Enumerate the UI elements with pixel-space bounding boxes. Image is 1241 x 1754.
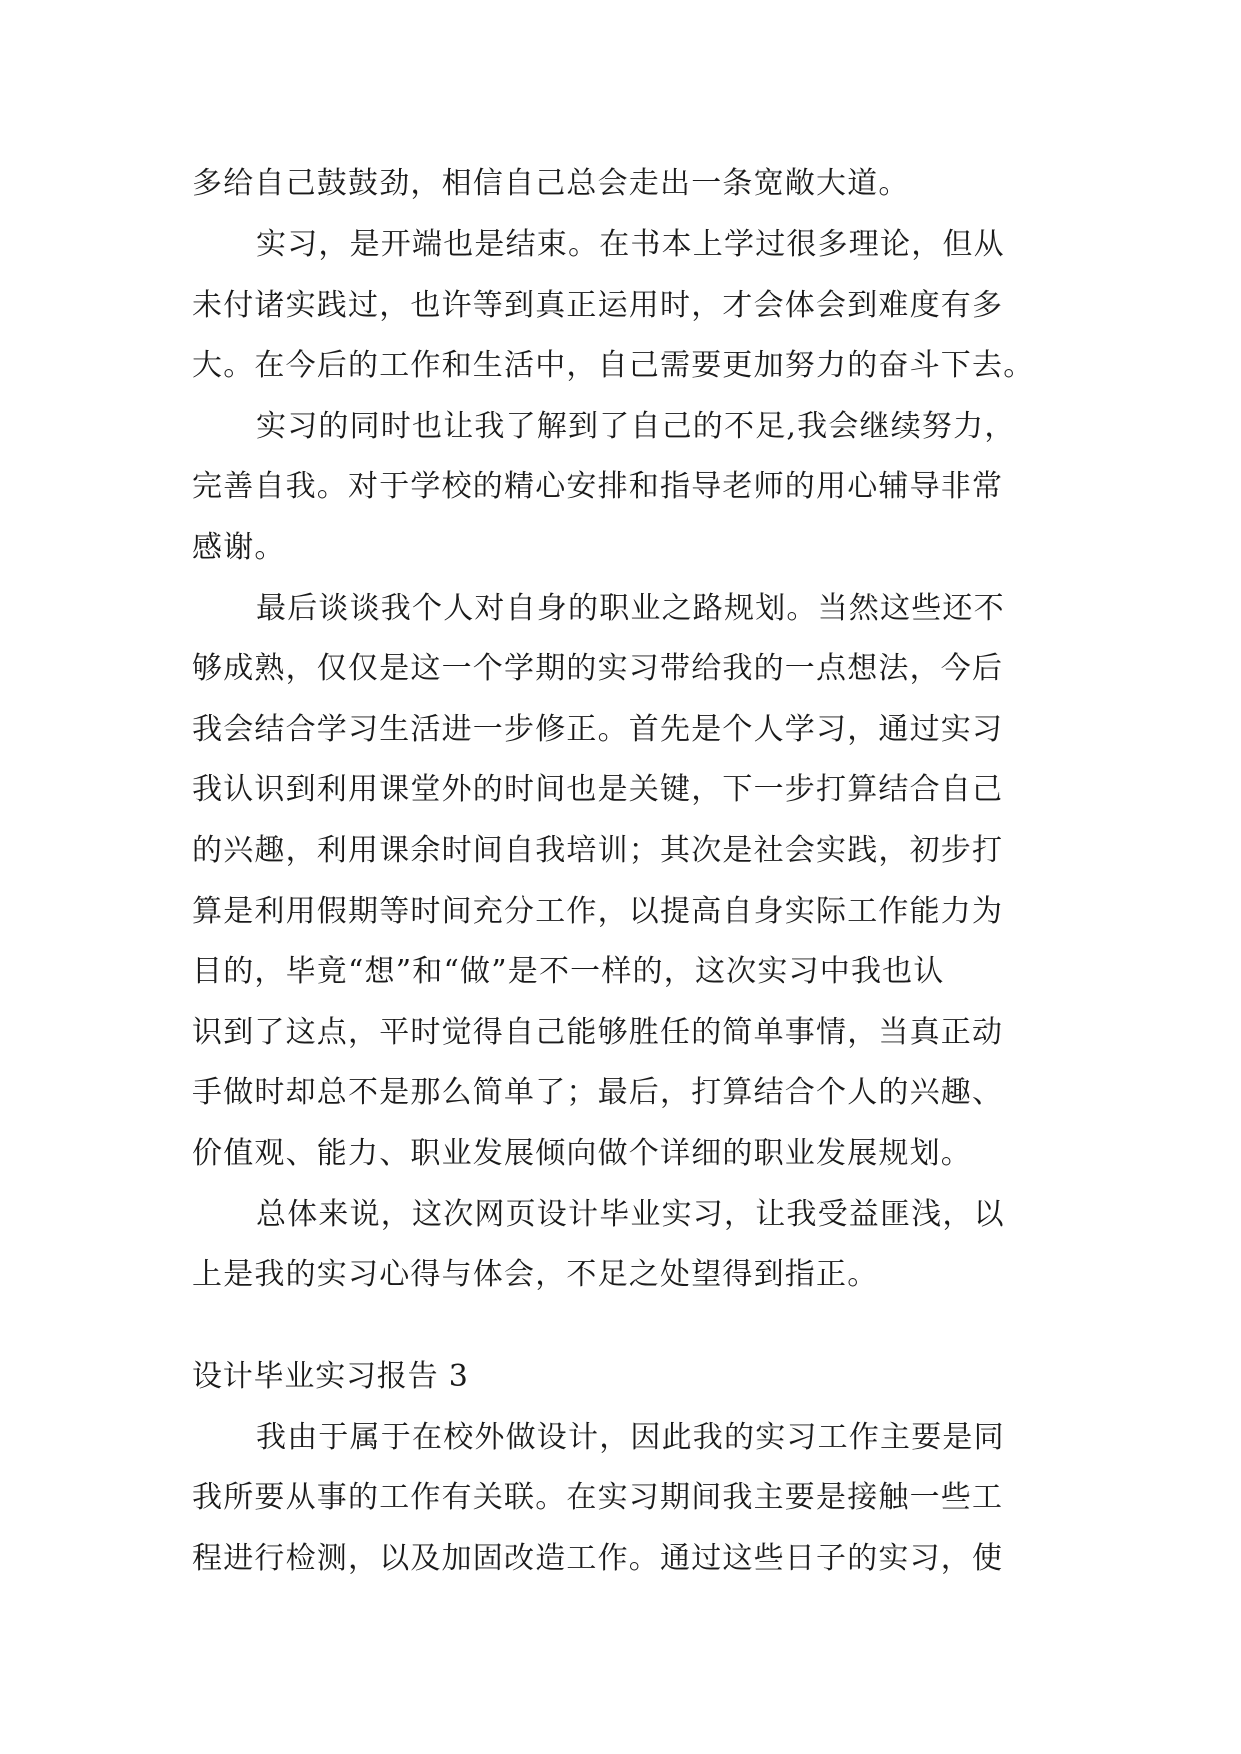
paragraph-line: 总体来说，这次网页设计毕业实习，让我受益匪浅，以 [256,1197,1005,1232]
paragraph-line: 识到了这点，平时觉得自己能够胜任的简单事情，当真正动 [192,1015,1004,1050]
paragraph-line: 价值观、能力、职业发展倾向做个详细的职业发展规划。 [192,1136,972,1171]
paragraph-line: 我所要从事的工作有关联。在实习期间我主要是接触一些工 [192,1480,1004,1515]
paragraph-line: 我由于属于在校外做设计，因此我的实习工作主要是同 [256,1420,1005,1455]
paragraph-line: 手做时却总不是那么简单了；最后，打算结合个人的兴趣、 [192,1075,1004,1110]
paragraph-line: 算是利用假期等时间充分工作，以提高自身实际工作能力为 [192,894,1004,929]
paragraph-line: 最后谈谈我个人对自身的职业之路规划。当然这些还不 [256,591,1005,626]
paragraph-line: 实习，是开端也是结束。在书本上学过很多理论，但从 [256,227,1005,262]
paragraph-line: 上是我的实习心得与体会，不足之处望得到指正。 [192,1257,879,1292]
paragraph-line: 多给自己鼓鼓劲，相信自己总会走出一条宽敞大道。 [192,166,910,201]
paragraph-line: 我认识到利用课堂外的时间也是关键，下一步打算结合自己 [192,772,1004,807]
paragraph-line: 目的，毕竟“想”和“做”是不一样的，这次实习中我也认 [192,954,945,989]
paragraph-line: 大。在今后的工作和生活中，自己需要更加努力的奋斗下去。 [192,348,1035,383]
paragraph-line: 完善自我。对于学校的精心安排和指导老师的用心辅导非常 [192,469,1004,504]
paragraph-line: 我会结合学习生活进一步修正。首先是个人学习，通过实习 [192,712,1004,747]
paragraph-line: 感谢。 [192,530,286,565]
paragraph-line: 的兴趣，利用课余时间自我培训；其次是社会实践，初步打 [192,833,1004,868]
paragraph-line: 实习的同时也让我了解到了自己的不足,我会继续努力， [256,409,1016,444]
section-heading: 设计毕业实习报告 3 [192,1359,469,1394]
paragraph-line: 程进行检测，以及加固改造工作。通过这些日子的实习，使 [192,1541,1004,1576]
paragraph-line: 未付诸实践过，也许等到真正运用时，才会体会到难度有多 [192,288,1004,323]
paragraph-line: 够成熟，仅仅是这一个学期的实习带给我的一点想法，今后 [192,651,1004,686]
